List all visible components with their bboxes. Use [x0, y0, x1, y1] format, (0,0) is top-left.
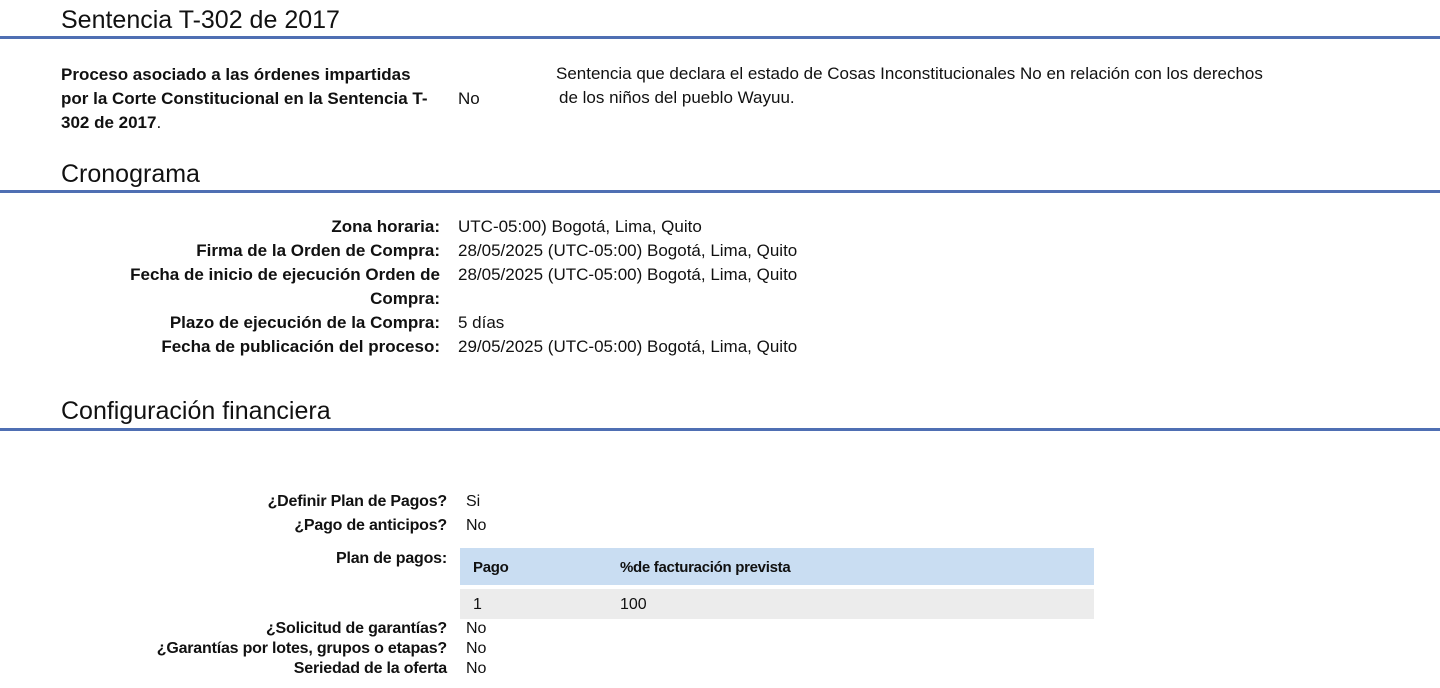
- field-label: Fecha de inicio de ejecución Orden de Compra:: [130, 265, 440, 308]
- payment-plan-table: [460, 548, 1094, 619]
- field-label: ¿Pago de anticipos?: [294, 517, 447, 534]
- section-title-financiera: Configuración financiera: [61, 397, 331, 425]
- table-row: [460, 589, 1094, 619]
- column-header-facturacion: %de facturación prevista: [620, 559, 791, 576]
- field-value: 5 días: [458, 313, 505, 332]
- cell-pago: 1: [473, 596, 482, 613]
- section-title-cronograma: Cronograma: [61, 160, 200, 188]
- field-label: Fecha de publicación del proceso:: [161, 337, 440, 356]
- sentencia-label: [61, 63, 441, 135]
- field-value: No: [466, 640, 487, 657]
- field-label: Seriedad de la oferta: [293, 660, 447, 677]
- field-value: UTC-05:00) Bogotá, Lima, Quito: [458, 217, 702, 236]
- field-label: Plazo de ejecución de la Compra:: [169, 313, 440, 332]
- sentencia-label-text: Proceso asociado a las órdenes impartidas por la Corte Constitucional en la Sentencia T-302 de 2017: [61, 65, 428, 132]
- field-value: No: [466, 620, 487, 637]
- sentencia-description: [556, 62, 1386, 110]
- field-label: ¿Garantías por lotes, grupos o etapas?: [156, 640, 447, 657]
- sentencia-description-line2: de los niños del pueblo Wayuu.: [559, 88, 795, 107]
- field-label: Plan de pagos:: [336, 550, 447, 567]
- cell-facturacion: 100: [620, 596, 647, 613]
- field-value: No: [466, 517, 487, 534]
- sentencia-label-dot: .: [156, 113, 162, 132]
- field-label: Zona horaria:: [331, 217, 440, 236]
- section-divider: [0, 36, 1440, 39]
- field-value: Si: [466, 493, 481, 510]
- field-value: 29/05/2025 (UTC-05:00) Bogotá, Lima, Quito: [458, 337, 798, 356]
- field-label: ¿Definir Plan de Pagos?: [267, 493, 447, 510]
- field-value: 28/05/2025 (UTC-05:00) Bogotá, Lima, Quito: [458, 265, 798, 284]
- section-divider: [0, 428, 1440, 431]
- section-divider: [0, 190, 1440, 193]
- table-header-row: [460, 548, 1094, 585]
- field-value: 28/05/2025 (UTC-05:00) Bogotá, Lima, Quito: [458, 241, 798, 260]
- section-title-sentencia: Sentencia T-302 de 2017: [61, 6, 340, 34]
- field-value: No: [466, 660, 487, 677]
- column-header-pago: Pago: [473, 559, 509, 576]
- sentencia-description-line1: Sentencia que declara el estado de Cosas Inconstitucionales No en relación con los derechos: [556, 64, 1263, 83]
- field-label: Firma de la Orden de Compra:: [196, 241, 440, 260]
- sentencia-value: No: [458, 89, 480, 108]
- field-label: ¿Solicitud de garantías?: [265, 620, 447, 637]
